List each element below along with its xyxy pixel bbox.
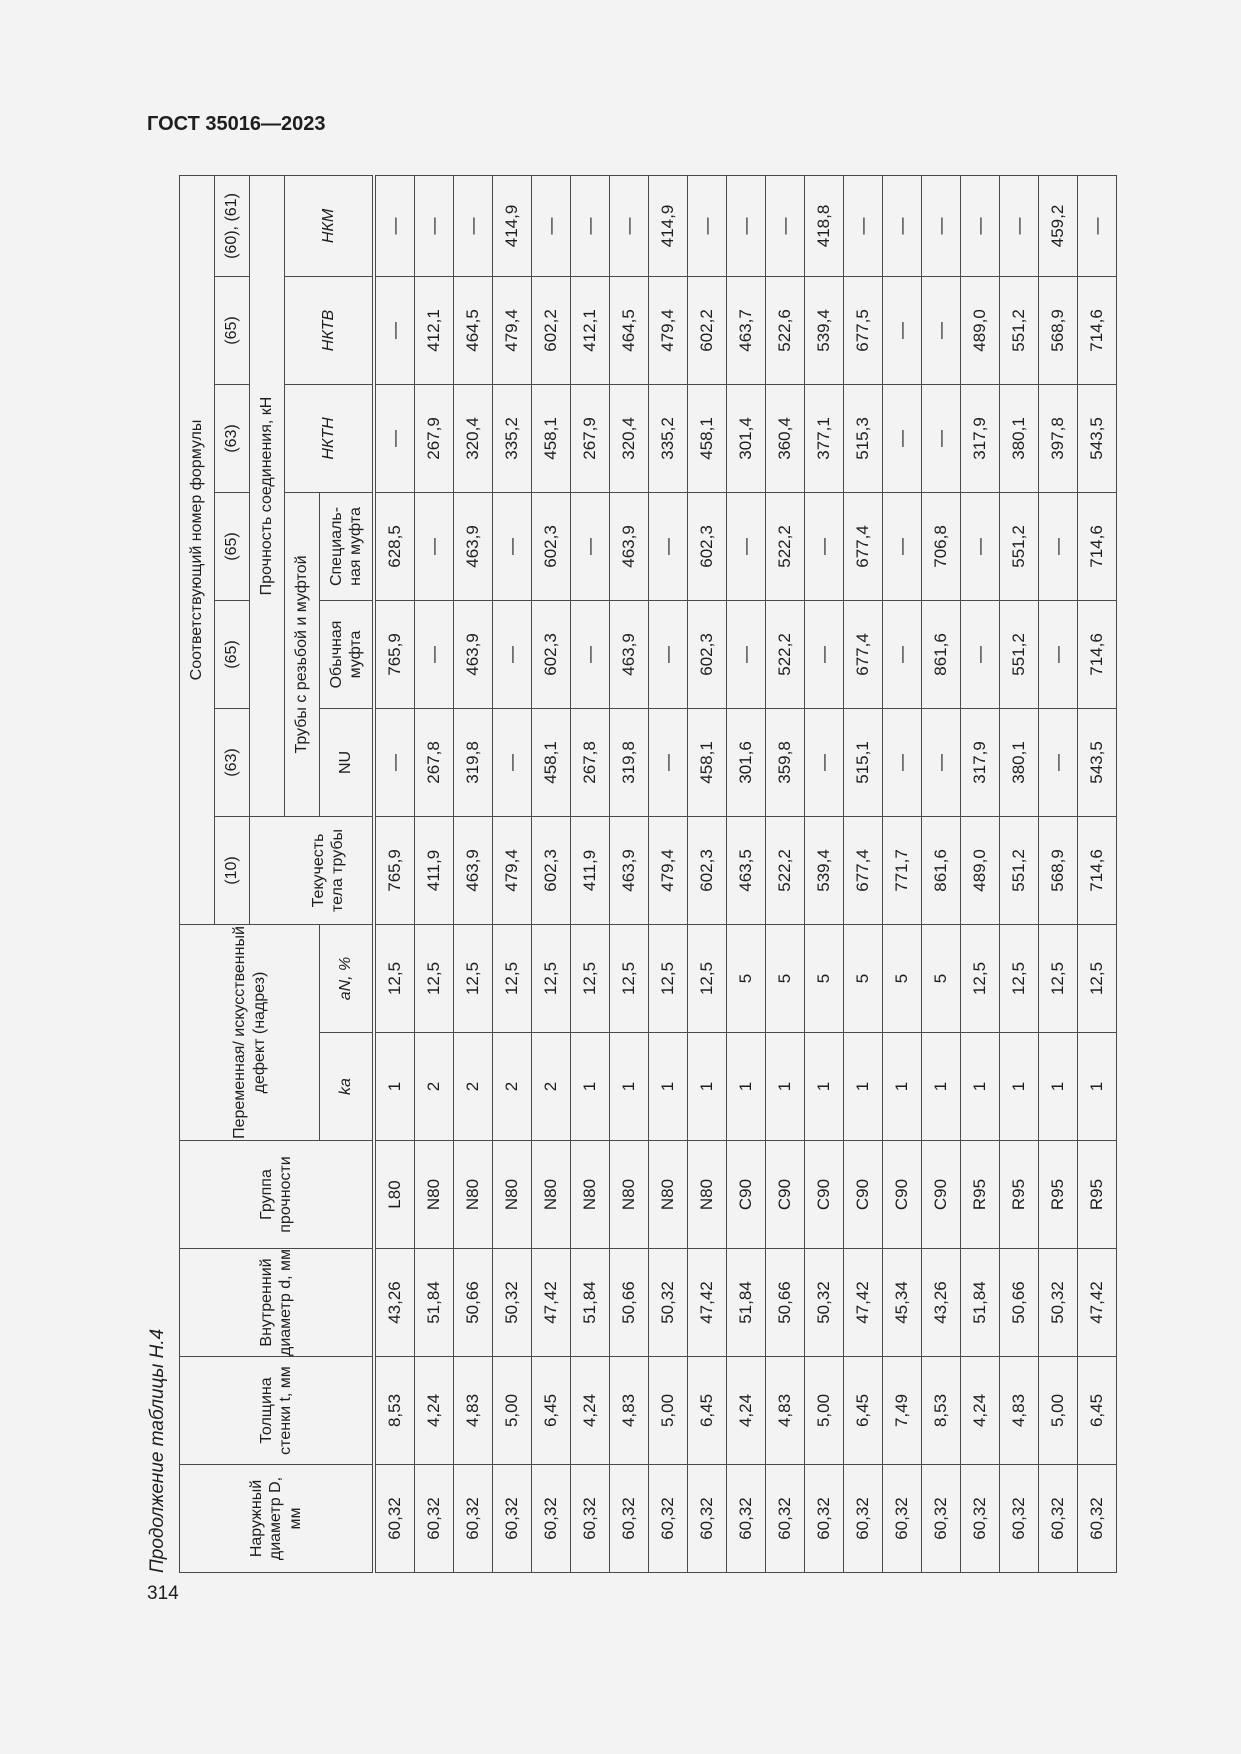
- table-cell: 464,5: [610, 276, 649, 384]
- table-cell: 380,1: [1000, 708, 1039, 816]
- data-table: [179, 175, 1117, 1573]
- table-cell: 1: [1039, 1033, 1078, 1141]
- table-row: [922, 175, 961, 1572]
- table-cell: 5: [766, 924, 805, 1032]
- table-cell: 5: [727, 924, 766, 1032]
- table-row: [766, 175, 805, 1572]
- table-cell: 4,83: [766, 1357, 805, 1465]
- table-cell: 335,2: [493, 384, 532, 492]
- table-cell: 319,8: [610, 708, 649, 816]
- table-cell: 12,5: [1039, 924, 1078, 1032]
- table-cell: 463,9: [610, 600, 649, 708]
- table-cell: 50,32: [493, 1249, 532, 1357]
- table-cell: 1: [1078, 1033, 1117, 1141]
- table-cell: 335,2: [649, 384, 688, 492]
- table-cell: —: [493, 708, 532, 816]
- table-cell: 459,2: [1039, 175, 1078, 276]
- table-cell: 6,45: [1078, 1357, 1117, 1465]
- table-cell: —: [415, 600, 454, 708]
- table-cell: 12,5: [374, 924, 415, 1032]
- table-cell: N80: [610, 1141, 649, 1249]
- table-cell: 1: [844, 1033, 883, 1141]
- table-cell: 5,00: [805, 1357, 844, 1465]
- header-regular-coupling: Обычная муфта: [320, 600, 375, 708]
- table-cell: —: [844, 175, 883, 276]
- table-cell: 418,8: [805, 175, 844, 276]
- table-cell: 479,4: [649, 816, 688, 924]
- table-cell: 43,26: [374, 1249, 415, 1357]
- table-cell: 4,83: [454, 1357, 493, 1465]
- table-row: [883, 175, 922, 1572]
- table-cell: 47,42: [688, 1249, 727, 1357]
- table-cell: 411,9: [571, 816, 610, 924]
- table-cell: 360,4: [766, 384, 805, 492]
- table-cell: 60,32: [1039, 1465, 1078, 1573]
- table-body: [374, 175, 1117, 1572]
- table-cell: 50,66: [1000, 1249, 1039, 1357]
- table-cell: —: [493, 600, 532, 708]
- table-cell: —: [922, 175, 961, 276]
- table-cell: —: [374, 708, 415, 816]
- table-cell: —: [805, 708, 844, 816]
- table-cell: 51,84: [727, 1249, 766, 1357]
- table-cell: 50,32: [1039, 1249, 1078, 1357]
- table-cell: 568,9: [1039, 816, 1078, 924]
- page-number: 314: [147, 1583, 179, 1604]
- table-cell: 543,5: [1078, 384, 1117, 492]
- table-cell: 47,42: [1078, 1249, 1117, 1357]
- table-cell: 861,6: [922, 600, 961, 708]
- table-cell: 301,6: [727, 708, 766, 816]
- table-cell: —: [883, 600, 922, 708]
- table-cell: 861,6: [922, 816, 961, 924]
- table-cell: 60,32: [610, 1465, 649, 1573]
- table-cell: —: [532, 175, 571, 276]
- header-defect: Переменная/ искусственный дефект (надрез): [180, 924, 320, 1140]
- table-cell: 267,9: [415, 384, 454, 492]
- table-cell: 1: [961, 1033, 1000, 1141]
- table-cell: R95: [1000, 1141, 1039, 1249]
- table-cell: 60,32: [454, 1465, 493, 1573]
- table-cell: —: [961, 175, 1000, 276]
- table-cell: 458,1: [532, 384, 571, 492]
- table-row: [649, 175, 688, 1572]
- ka-symbol: ka: [337, 1078, 355, 1095]
- table-cell: 317,9: [961, 384, 1000, 492]
- table-cell: —: [1039, 492, 1078, 600]
- table-cell: 60,32: [961, 1465, 1000, 1573]
- table-cell: 4,24: [415, 1357, 454, 1465]
- table-cell: 8,53: [374, 1357, 415, 1465]
- table-row: [688, 175, 727, 1572]
- table-cell: 5,00: [1039, 1357, 1078, 1465]
- table-cell: 551,2: [1000, 276, 1039, 384]
- table-cell: 2: [493, 1033, 532, 1141]
- table-cell: 706,8: [922, 492, 961, 600]
- table-cell: —: [415, 492, 454, 600]
- table-cell: 602,3: [688, 492, 727, 600]
- table-cell: 7,49: [883, 1357, 922, 1465]
- table-cell: 771,7: [883, 816, 922, 924]
- table-cell: 714,6: [1078, 276, 1117, 384]
- table-cell: —: [922, 276, 961, 384]
- table-cell: 12,5: [532, 924, 571, 1032]
- table-row: [493, 175, 532, 1572]
- table-cell: 1: [922, 1033, 961, 1141]
- table-cell: —: [571, 600, 610, 708]
- table-cell: 677,5: [844, 276, 883, 384]
- standard-number: ГОСТ 35016—2023: [147, 113, 326, 135]
- table-cell: 602,3: [688, 600, 727, 708]
- table-cell: 1: [688, 1033, 727, 1141]
- table-cell: 714,6: [1078, 600, 1117, 708]
- table-cell: 12,5: [1000, 924, 1039, 1032]
- table-cell: —: [415, 175, 454, 276]
- table-cell: 479,4: [649, 276, 688, 384]
- table-cell: 2: [454, 1033, 493, 1141]
- table-cell: 677,4: [844, 600, 883, 708]
- table-cell: —: [649, 492, 688, 600]
- table-cell: C90: [805, 1141, 844, 1249]
- table-row: [844, 175, 883, 1572]
- table-cell: 5: [805, 924, 844, 1032]
- table-cell: 5,00: [493, 1357, 532, 1465]
- table-cell: 412,1: [571, 276, 610, 384]
- table-cell: 458,1: [532, 708, 571, 816]
- header-inner-diameter: Внутренний диаметр d, мм: [180, 1249, 375, 1357]
- table-cell: 602,3: [688, 816, 727, 924]
- table-cell: —: [649, 600, 688, 708]
- table-cell: 320,4: [610, 384, 649, 492]
- table-cell: 1: [649, 1033, 688, 1141]
- table-cell: N80: [532, 1141, 571, 1249]
- table-row: [805, 175, 844, 1572]
- table-cell: 12,5: [493, 924, 532, 1032]
- table-cell: 45,34: [883, 1249, 922, 1357]
- an-symbol: aN, %: [337, 956, 355, 1001]
- formula-code: (63): [215, 708, 250, 816]
- table-cell: 463,9: [454, 600, 493, 708]
- header-strength-group: Группа прочности: [180, 1141, 375, 1249]
- table-cell: 60,32: [493, 1465, 532, 1573]
- table-row: [532, 175, 571, 1572]
- table-cell: 463,7: [727, 276, 766, 384]
- table-cell: 12,5: [688, 924, 727, 1032]
- table-cell: 60,32: [922, 1465, 961, 1573]
- table-cell: R95: [1078, 1141, 1117, 1249]
- table-cell: 765,9: [374, 816, 415, 924]
- table-cell: —: [883, 708, 922, 816]
- table-cell: —: [727, 175, 766, 276]
- table-cell: —: [571, 175, 610, 276]
- table-cell: 489,0: [961, 816, 1000, 924]
- table-cell: 522,6: [766, 276, 805, 384]
- header-an: [320, 924, 375, 1032]
- table-cell: —: [727, 600, 766, 708]
- table-cell: 463,9: [454, 492, 493, 600]
- table-cell: —: [374, 175, 415, 276]
- table-cell: 522,2: [766, 600, 805, 708]
- table-cell: 765,9: [374, 600, 415, 708]
- table-cell: 411,9: [415, 816, 454, 924]
- table-row: [571, 175, 610, 1572]
- table-row: [374, 175, 415, 1572]
- table-cell: C90: [922, 1141, 961, 1249]
- header-hkm: НКМ: [285, 175, 375, 276]
- table-cell: 60,32: [883, 1465, 922, 1573]
- table-cell: 543,5: [1078, 708, 1117, 816]
- table-cell: 4,83: [610, 1357, 649, 1465]
- table-cell: 380,1: [1000, 384, 1039, 492]
- table-cell: N80: [415, 1141, 454, 1249]
- header-special-coupling: Специаль- ная муфта: [320, 492, 375, 600]
- table-cell: 551,2: [1000, 492, 1039, 600]
- formula-code: (63): [215, 384, 250, 492]
- header-connection-strength: Прочность соединения, кН: [250, 175, 285, 816]
- table-cell: 51,84: [415, 1249, 454, 1357]
- header-threaded-coupled: Трубы с резьбой и муфтой: [285, 492, 320, 816]
- table-cell: 1: [610, 1033, 649, 1141]
- table-cell: —: [883, 276, 922, 384]
- table-cell: 463,5: [727, 816, 766, 924]
- table-cell: 414,9: [493, 175, 532, 276]
- table-cell: 50,66: [610, 1249, 649, 1357]
- table-cell: 50,66: [454, 1249, 493, 1357]
- table-cell: C90: [883, 1141, 922, 1249]
- table-cell: —: [688, 175, 727, 276]
- table-cell: 43,26: [922, 1249, 961, 1357]
- table-cell: 5: [883, 924, 922, 1032]
- table-cell: 60,32: [1000, 1465, 1039, 1573]
- table-cell: 464,5: [454, 276, 493, 384]
- table-cell: 1: [883, 1033, 922, 1141]
- table-cell: 522,2: [766, 816, 805, 924]
- table-cell: 60,32: [1078, 1465, 1117, 1573]
- table-cell: C90: [844, 1141, 883, 1249]
- table-cell: 602,3: [532, 600, 571, 708]
- table-cell: 47,42: [844, 1249, 883, 1357]
- table-cell: N80: [571, 1141, 610, 1249]
- table-cell: 60,32: [415, 1465, 454, 1573]
- table-cell: 1: [374, 1033, 415, 1141]
- table-cell: 4,24: [961, 1357, 1000, 1465]
- table-cell: 12,5: [454, 924, 493, 1032]
- table-cell: 60,32: [532, 1465, 571, 1573]
- table-cell: 47,42: [532, 1249, 571, 1357]
- table-cell: 463,9: [610, 492, 649, 600]
- table-cell: —: [1000, 175, 1039, 276]
- header-outer-diameter: Наружный диаметр D, мм: [180, 1465, 375, 1573]
- header-nu: NU: [320, 708, 375, 816]
- table-cell: 359,8: [766, 708, 805, 816]
- table-cell: 60,32: [649, 1465, 688, 1573]
- table-row: [961, 175, 1000, 1572]
- table-row: [415, 175, 454, 1572]
- table-cell: R95: [961, 1141, 1000, 1249]
- table-row: [610, 175, 649, 1572]
- table-cell: 539,4: [805, 816, 844, 924]
- table-row: [1000, 175, 1039, 1572]
- table-cell: —: [883, 175, 922, 276]
- table-cell: —: [922, 708, 961, 816]
- table-cell: N80: [688, 1141, 727, 1249]
- table-cell: 8,53: [922, 1357, 961, 1465]
- table-cell: 463,9: [454, 816, 493, 924]
- table-cell: —: [374, 276, 415, 384]
- table-cell: 1: [805, 1033, 844, 1141]
- table-cell: 1: [1000, 1033, 1039, 1141]
- table-cell: 551,2: [1000, 816, 1039, 924]
- table-row: [1078, 175, 1117, 1572]
- table-cell: 714,6: [1078, 816, 1117, 924]
- header-hktn: НКТН: [285, 384, 375, 492]
- header-pipe-yield: Текучесть тела трубы: [285, 816, 375, 924]
- table-cell: 12,5: [610, 924, 649, 1032]
- table-cell: 50,32: [649, 1249, 688, 1357]
- table-cell: 458,1: [688, 708, 727, 816]
- table-cell: 4,24: [727, 1357, 766, 1465]
- table-cell: —: [766, 175, 805, 276]
- table-cell: 1: [571, 1033, 610, 1141]
- table-cell: 12,5: [415, 924, 454, 1032]
- table-cell: 539,4: [805, 276, 844, 384]
- table-cell: C90: [766, 1141, 805, 1249]
- table-cell: —: [571, 492, 610, 600]
- table-cell: 50,32: [805, 1249, 844, 1357]
- table-row: [1039, 175, 1078, 1572]
- table-caption: Продолжение таблицы Н.4: [147, 1328, 168, 1573]
- table-cell: 4,24: [571, 1357, 610, 1465]
- table-cell: 2: [532, 1033, 571, 1141]
- header-hktv: НКТВ: [285, 276, 375, 384]
- table-cell: —: [493, 492, 532, 600]
- table-cell: 602,2: [688, 276, 727, 384]
- formula-code: (10): [215, 816, 250, 924]
- formula-code: (60), (61): [215, 175, 250, 276]
- table-cell: 714,6: [1078, 492, 1117, 600]
- table-cell: 6,45: [532, 1357, 571, 1465]
- table-cell: 5,00: [649, 1357, 688, 1465]
- table-row: [454, 175, 493, 1572]
- table-cell: —: [1039, 708, 1078, 816]
- table-cell: 515,1: [844, 708, 883, 816]
- table-cell: 4,83: [1000, 1357, 1039, 1465]
- table-cell: 2: [415, 1033, 454, 1141]
- table-cell: C90: [727, 1141, 766, 1249]
- table-cell: 628,5: [374, 492, 415, 600]
- table-cell: 267,9: [571, 384, 610, 492]
- formula-code: (65): [215, 276, 250, 384]
- formula-code: (65): [215, 600, 250, 708]
- table-header: [180, 175, 375, 1572]
- table-cell: —: [649, 708, 688, 816]
- table-cell: —: [805, 600, 844, 708]
- table-cell: 60,32: [374, 1465, 415, 1573]
- table-cell: 412,1: [415, 276, 454, 384]
- table-cell: 489,0: [961, 276, 1000, 384]
- table-cell: 60,32: [727, 1465, 766, 1573]
- table-cell: 522,2: [766, 492, 805, 600]
- table-cell: 377,1: [805, 384, 844, 492]
- table-cell: —: [374, 384, 415, 492]
- table-cell: L80: [374, 1141, 415, 1249]
- table-cell: —: [883, 384, 922, 492]
- table-cell: —: [922, 384, 961, 492]
- table-cell: 463,9: [610, 816, 649, 924]
- table-cell: 301,4: [727, 384, 766, 492]
- table-cell: 50,66: [766, 1249, 805, 1357]
- table-cell: 397,8: [1039, 384, 1078, 492]
- table-cell: 60,32: [844, 1465, 883, 1573]
- table-cell: 60,32: [805, 1465, 844, 1573]
- table-cell: 602,2: [532, 276, 571, 384]
- table-cell: N80: [493, 1141, 532, 1249]
- table-cell: 602,3: [532, 492, 571, 600]
- table-cell: 51,84: [961, 1249, 1000, 1357]
- table-cell: 458,1: [688, 384, 727, 492]
- table-cell: N80: [454, 1141, 493, 1249]
- table-cell: 51,84: [571, 1249, 610, 1357]
- table-cell: 515,3: [844, 384, 883, 492]
- table-cell: 602,3: [532, 816, 571, 924]
- table-cell: —: [1039, 600, 1078, 708]
- table-cell: 677,4: [844, 492, 883, 600]
- table-cell: 60,32: [688, 1465, 727, 1573]
- table-cell: 6,45: [844, 1357, 883, 1465]
- table-cell: 12,5: [1078, 924, 1117, 1032]
- table-cell: —: [961, 600, 1000, 708]
- table-cell: 60,32: [571, 1465, 610, 1573]
- table-cell: 317,9: [961, 708, 1000, 816]
- table-cell: 551,2: [1000, 600, 1039, 708]
- table-cell: 5: [844, 924, 883, 1032]
- table-cell: —: [961, 492, 1000, 600]
- table-cell: 479,4: [493, 276, 532, 384]
- table-cell: —: [1078, 175, 1117, 276]
- table-cell: 1: [766, 1033, 805, 1141]
- table-cell: 12,5: [649, 924, 688, 1032]
- header-formula-number: Соответствующий номер формулы: [180, 175, 215, 924]
- table-cell: 6,45: [688, 1357, 727, 1465]
- table-cell: 568,9: [1039, 276, 1078, 384]
- table-cell: 267,8: [571, 708, 610, 816]
- table-cell: —: [610, 175, 649, 276]
- header-ka: [320, 1033, 375, 1141]
- table-cell: 12,5: [961, 924, 1000, 1032]
- formula-code: (65): [215, 492, 250, 600]
- table-row: [727, 175, 766, 1572]
- table-cell: —: [883, 492, 922, 600]
- table-cell: 1: [727, 1033, 766, 1141]
- table-cell: —: [805, 492, 844, 600]
- table-cell: 12,5: [571, 924, 610, 1032]
- table-cell: 319,8: [454, 708, 493, 816]
- table-cell: —: [727, 492, 766, 600]
- table-cell: 414,9: [649, 175, 688, 276]
- table-cell: N80: [649, 1141, 688, 1249]
- table-cell: 320,4: [454, 384, 493, 492]
- table-cell: 479,4: [493, 816, 532, 924]
- table-cell: 60,32: [766, 1465, 805, 1573]
- table-cell: 5: [922, 924, 961, 1032]
- table-cell: R95: [1039, 1141, 1078, 1249]
- table-cell: 267,8: [415, 708, 454, 816]
- header-wall-thickness: Толщина стенки t, мм: [180, 1357, 375, 1465]
- table-cell: —: [454, 175, 493, 276]
- table-cell: 677,4: [844, 816, 883, 924]
